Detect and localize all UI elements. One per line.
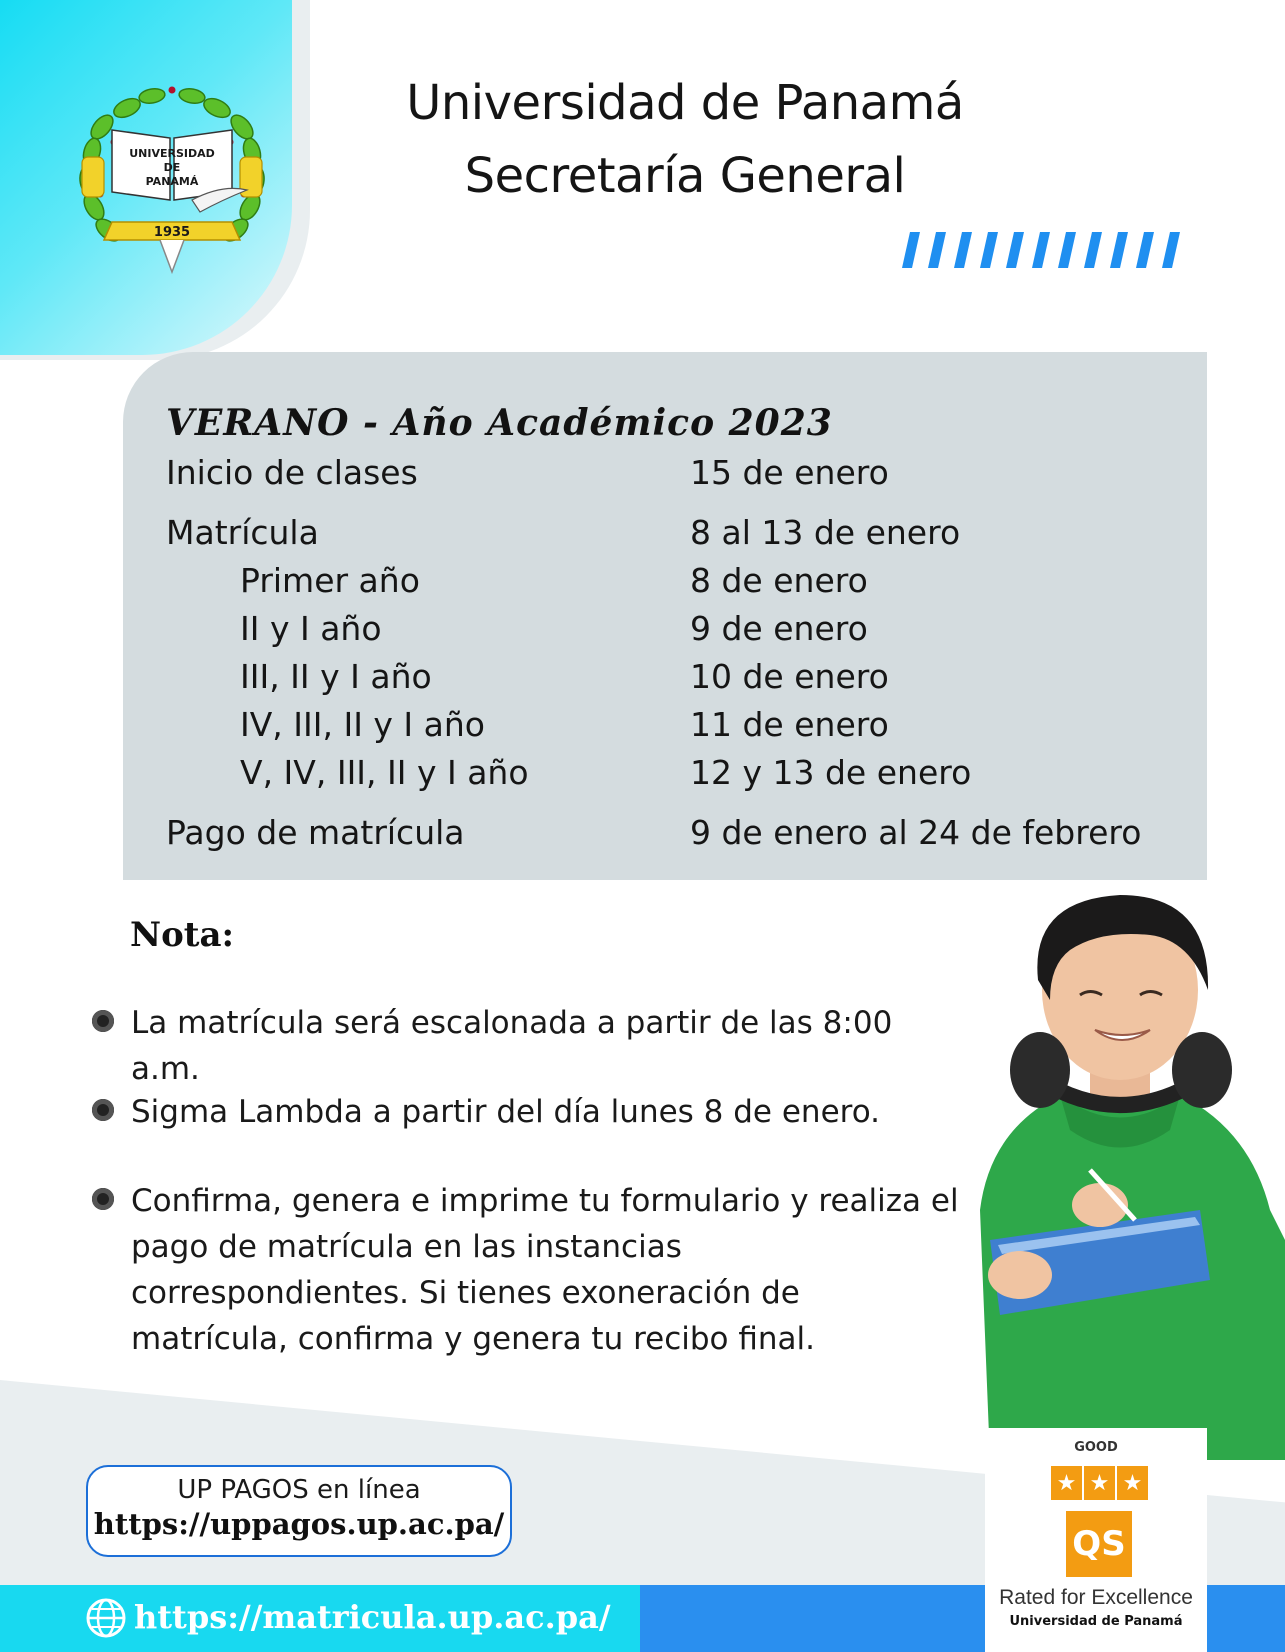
qs-university: Universidad de Panamá — [1009, 1614, 1183, 1629]
up-pagos-label: UP PAGOS en línea — [177, 1475, 421, 1505]
matricula-link[interactable]: https://matricula.up.ac.pa/ — [134, 1598, 611, 1636]
schedule-label: III, II y I año — [240, 657, 432, 696]
schedule-value: 10 de enero — [690, 657, 889, 696]
schedule-label: Matrícula — [166, 513, 319, 552]
seal-text-1: UNIVERSIDAD — [129, 147, 215, 160]
bullet-icon — [92, 1188, 114, 1210]
bullet-icon — [92, 1099, 114, 1121]
star-icon: ★ — [1051, 1466, 1084, 1500]
student-illustration — [950, 880, 1285, 1460]
schedule-value: 9 de enero — [690, 609, 868, 648]
note-item: Sigma Lambda a partir del día lunes 8 de enero. — [131, 1094, 880, 1130]
university-name: Universidad de Panamá — [406, 75, 964, 131]
schedule-title: VERANO - Año Académico 2023 — [166, 402, 833, 444]
nota-heading: Nota: — [130, 915, 235, 955]
decorative-stripes — [890, 230, 1200, 270]
note-item: La matrícula será escalonada a partir de las 8:00 a.m. — [131, 1005, 893, 1087]
qs-rating: GOOD — [1074, 1440, 1118, 1455]
schedule-value: 12 y 13 de enero — [690, 753, 972, 792]
qs-stars — [1051, 1466, 1148, 1500]
university-seal-icon — [72, 72, 272, 292]
schedule-value: 8 al 13 de enero — [690, 513, 961, 552]
up-pagos-link[interactable]: https://uppagos.up.ac.pa/ — [93, 1507, 505, 1541]
schedule-label: V, IV, III, II y I año — [240, 753, 529, 792]
seal-year: 1935 — [153, 225, 191, 240]
note-item: Confirma, genera e imprime tu formulario y realiza el pago de matrícula en las instancias correspondientes. Si tienes exoneración de matrícula, confirma y genera tu recibo final. — [131, 1183, 959, 1357]
schedule-value: 9 de enero al 24 de febrero — [690, 813, 1142, 852]
up-pagos-box[interactable] — [86, 1465, 512, 1557]
seal-text-2: DE — [163, 161, 181, 174]
star-icon: ★ — [1084, 1466, 1117, 1500]
schedule-label: Inicio de clases — [166, 453, 418, 492]
schedule-label: Pago de matrícula — [166, 813, 465, 852]
schedule-value: 11 de enero — [690, 705, 889, 744]
globe-icon — [84, 1596, 128, 1640]
department-name: Secretaría General — [464, 148, 906, 204]
schedule-label: Primer año — [240, 561, 420, 600]
schedule-label: IV, III, II y I año — [240, 705, 485, 744]
schedule-value: 8 de enero — [690, 561, 868, 600]
star-icon: ★ — [1122, 1470, 1143, 1495]
qs-badge — [985, 1428, 1207, 1652]
bullet-icon — [92, 1010, 114, 1032]
qs-logo: QS — [1066, 1511, 1132, 1577]
schedule-label: II y I año — [240, 609, 382, 648]
qs-rated-text: Rated for Excellence — [999, 1586, 1193, 1609]
schedule-value: 15 de enero — [690, 453, 889, 492]
seal-text-3: PANAMÁ — [145, 175, 199, 188]
